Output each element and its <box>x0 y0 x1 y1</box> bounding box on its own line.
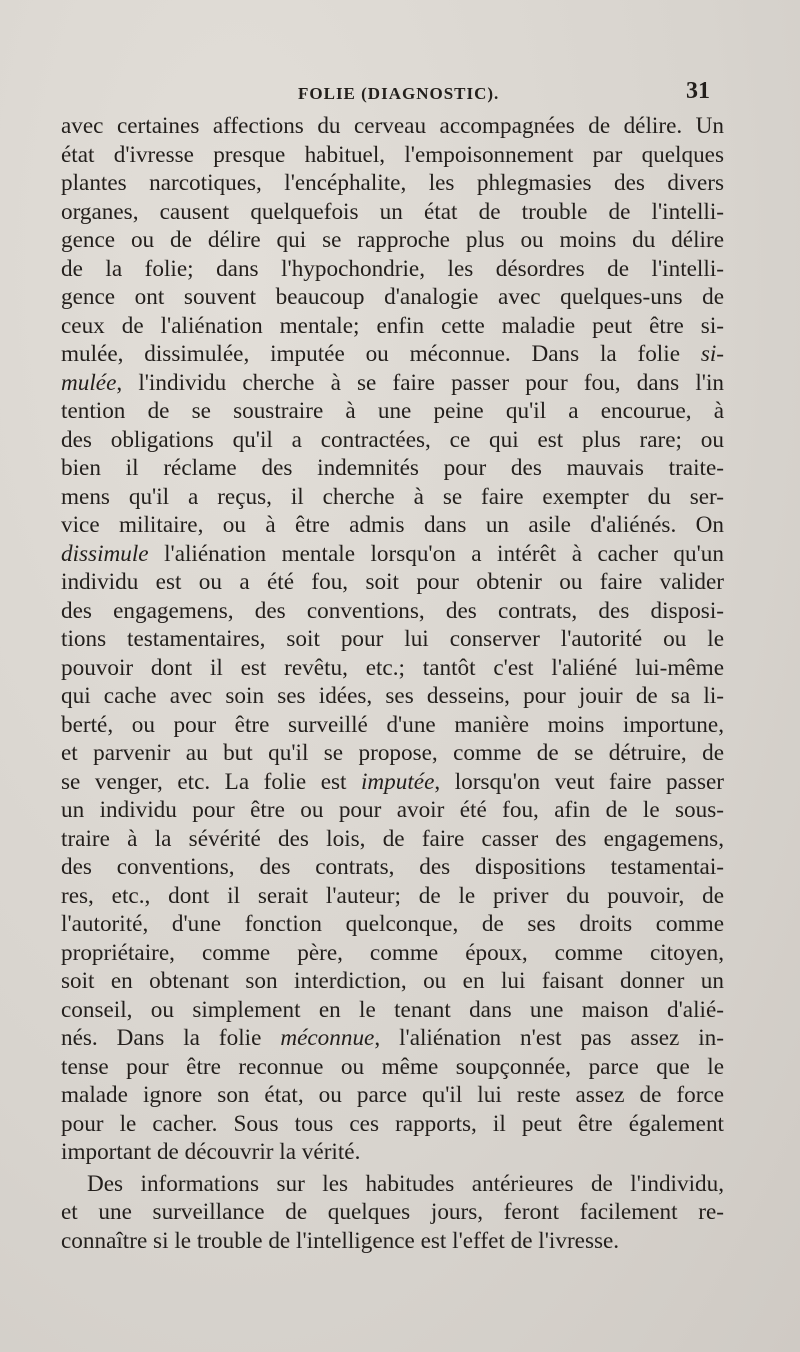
text-line <box>61 198 724 227</box>
text-line <box>61 454 724 483</box>
text-line <box>61 1053 724 1082</box>
text-segment: mulée, dissimulée, imputée ou méconnue. Dans la folie <box>61 341 701 367</box>
text-segment: organes, causent quelquefois un état de trouble de l'intelli- <box>61 198 724 225</box>
text-line <box>61 112 724 141</box>
text-segment: important de découvrir la vérité. <box>61 1139 361 1165</box>
text-segment: l'autorité, d'une fonction quelconque, de ses droits comme <box>61 911 724 937</box>
text-line <box>61 312 724 341</box>
text-line <box>61 853 724 882</box>
text-line <box>61 625 724 654</box>
paragraph <box>61 1170 724 1256</box>
text-segment: mens qu'il a reçus, il cherche à se faire exempter du ser- <box>61 483 724 510</box>
text-line <box>61 1081 724 1110</box>
text-segment: et parvenir au but qu'il se propose, comme de se détruire, de <box>61 740 724 766</box>
text-segment: malade ignore son état, ou parce qu'il lui reste assez de force <box>61 1082 724 1108</box>
text-line <box>61 426 724 455</box>
text-segment: pouvoir dont il est revêtu, etc.; tantôt c'est l'aliéné lui-même <box>61 654 724 681</box>
text-segment: , lorsqu'on veut faire passer <box>434 768 724 795</box>
text-line <box>61 1110 724 1139</box>
text-line <box>61 967 724 996</box>
text-segment: individu est ou a été fou, soit pour obtenir ou faire valider <box>61 569 724 595</box>
text-segment: conseil, ou simplement en le tenant dans une maison d'alié- <box>61 996 724 1023</box>
text-line <box>61 255 724 284</box>
text-line <box>61 654 724 683</box>
text-line <box>61 483 724 512</box>
text-segment: soit en obtenant son interdiction, ou en lui faisant donner un <box>61 968 724 994</box>
text-line <box>61 340 724 369</box>
text-segment: gence ou de délire qui se rapproche plus ou moins du délire <box>61 227 724 253</box>
text-line <box>61 910 724 939</box>
text-segment: de la folie; dans l'hypochondrie, les désordres de l'intelli- <box>61 255 724 282</box>
text-segment: traire à la sévérité des lois, de faire casser des engagemens, <box>61 825 724 852</box>
text-line <box>61 1024 724 1053</box>
emphasis: mulée <box>61 369 117 396</box>
text-line <box>61 711 724 740</box>
text-segment: qui cache avec soin ses idées, ses desseins, pour jouir de sa li- <box>61 683 724 709</box>
text-line <box>61 1170 724 1199</box>
text-line <box>61 1198 724 1227</box>
running-head-title: FOLIE (DIAGNOSTIC). <box>298 84 500 103</box>
text-segment: connaître si le trouble de l'intelligence est l'effet de l'ivresse. <box>61 1227 620 1254</box>
text-segment: gence ont souvent beaucoup d'analogie avec quelques-uns de <box>61 284 724 310</box>
text-segment: un individu pour être ou pour avoir été fou, afin de le sous- <box>61 797 724 823</box>
text-segment: avec certaines affections du cerveau accompagnées de délire. Un <box>61 113 724 139</box>
text-segment: tions testamentaires, soit pour lui conserver l'autorité ou le <box>61 626 724 652</box>
text-line <box>61 1227 724 1256</box>
emphasis: si- <box>700 341 724 367</box>
text-line <box>61 141 724 170</box>
text-segment: berté, ou pour être surveillé d'une manière moins importune, <box>61 711 724 738</box>
text-line <box>61 568 724 597</box>
text-segment: Des informations sur les habitudes antérieures de l'individu, <box>87 1170 724 1197</box>
text-line <box>61 739 724 768</box>
text-segment: état d'ivresse presque habituel, l'empoisonnement par quelques <box>61 141 724 168</box>
text-segment: des obligations qu'il a contractées, ce qui est plus rare; ou <box>61 426 724 453</box>
page-number: 31 <box>686 78 710 104</box>
text-segment: plantes narcotiques, l'encéphalite, les phlegmasies des divers <box>61 170 724 196</box>
text-line <box>61 996 724 1025</box>
text-segment: propriétaire, comme père, comme époux, comme citoyen, <box>61 939 724 966</box>
text-segment: et une surveillance de quelques jours, feront facilement re- <box>61 1199 724 1225</box>
text-segment: , l'aliénation n'est pas assez in- <box>374 1025 724 1051</box>
text-line <box>61 283 724 312</box>
text-segment: , l'individu cherche à se faire passer pour fou, dans l'in <box>116 369 724 396</box>
text-segment: des conventions, des contrats, des dispositions testamentai- <box>61 854 724 880</box>
text-line <box>61 682 724 711</box>
text-segment: tense pour être reconnue ou même soupçonnée, parce que le <box>61 1053 724 1080</box>
text-segment: pour le cacher. Sous tous ces rapports, il peut être également <box>61 1110 724 1137</box>
text-segment: res, etc., dont il serait l'auteur; de le priver du pouvoir, de <box>61 882 724 909</box>
text-segment: bien il réclame des indemnités pour des mauvais traite- <box>61 455 724 481</box>
text-line <box>61 1138 724 1167</box>
text-segment: tention de se soustraire à une peine qu'il a encourue, à <box>61 398 724 424</box>
emphasis: imputée <box>360 768 435 795</box>
text-segment: ceux de l'aliénation mentale; enfin cette maladie peut être si- <box>61 312 724 339</box>
text-line <box>61 169 724 198</box>
text-line <box>61 540 724 569</box>
text-line <box>61 597 724 626</box>
text-line <box>61 825 724 854</box>
text-segment: nés. Dans la folie <box>61 1025 281 1051</box>
text-line <box>61 397 724 426</box>
body-text <box>61 112 724 1255</box>
running-head <box>60 78 710 108</box>
text-segment: des engagemens, des conventions, des contrats, des disposi- <box>61 597 724 624</box>
text-line <box>61 226 724 255</box>
text-line <box>61 511 724 540</box>
text-segment: vice militaire, ou à être admis dans un asile d'aliénés. On <box>61 512 724 538</box>
emphasis: dissimule <box>61 540 149 567</box>
text-line <box>61 369 724 398</box>
emphasis: méconnue <box>280 1025 375 1051</box>
text-line <box>61 768 724 797</box>
text-line <box>61 882 724 911</box>
text-segment: se venger, etc. La folie est <box>61 768 361 795</box>
text-line <box>61 939 724 968</box>
text-segment: l'aliénation mentale lorsqu'on a intérêt à cacher qu'un <box>148 540 724 567</box>
paragraph <box>61 112 724 1167</box>
text-line <box>61 796 724 825</box>
